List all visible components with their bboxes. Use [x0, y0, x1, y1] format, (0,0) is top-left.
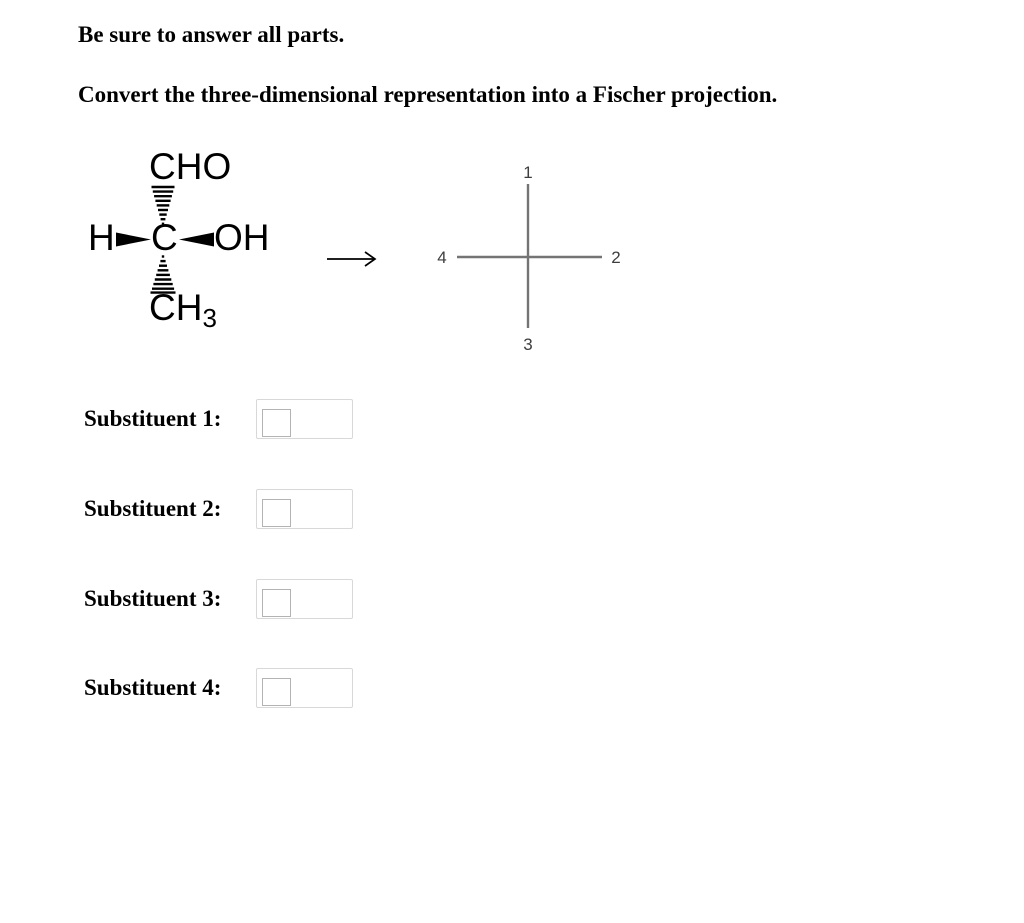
- fischer-position-1-label: 1: [523, 163, 533, 182]
- fischer-position-4-label: 4: [437, 248, 447, 267]
- bottom-group-base: CH: [149, 287, 203, 328]
- substituent-4-answer-box[interactable]: [256, 668, 353, 708]
- substituent-1-row: [84, 399, 353, 439]
- substituent-1-answer-blank[interactable]: [262, 409, 291, 437]
- question-text: Convert the three-dimensional representation into a Fischer projection.: [78, 82, 778, 107]
- bottom-group-subscript: 3: [202, 303, 217, 333]
- substituent-4-label: Substituent 4:: [84, 675, 222, 700]
- fischer-position-2-label: 2: [611, 248, 621, 267]
- fischer-projection-cross: [428, 158, 638, 358]
- top-group-label: CHO: [149, 146, 232, 187]
- substituent-1-answer-box[interactable]: [256, 399, 353, 439]
- substituent-4-answer-blank[interactable]: [262, 678, 291, 706]
- substituent-2-label: Substituent 2:: [84, 496, 222, 521]
- substituent-1-label: Substituent 1:: [84, 406, 222, 431]
- substituent-2-answer-blank[interactable]: [262, 499, 291, 527]
- bottom-group-label: [149, 287, 217, 333]
- substituent-2-row: [84, 489, 353, 529]
- substituent-3-answer-box[interactable]: [256, 579, 353, 619]
- substituent-4-row: [84, 668, 353, 708]
- solid-wedge-left-icon: [116, 233, 151, 247]
- right-group-label: OH: [214, 217, 270, 258]
- substituent-3-row: [84, 579, 353, 619]
- molecule-3d-structure: [85, 148, 295, 343]
- left-group-label: H: [88, 217, 115, 258]
- instruction-text: Be sure to answer all parts.: [78, 22, 345, 47]
- solid-wedge-right-icon: [179, 233, 214, 247]
- fischer-position-3-label: 3: [523, 335, 533, 354]
- substituent-2-answer-box[interactable]: [256, 489, 353, 529]
- substituent-3-answer-blank[interactable]: [262, 589, 291, 617]
- right-arrow-icon: [325, 247, 383, 271]
- center-atom-label: C: [151, 217, 178, 258]
- substituent-3-label: Substituent 3:: [84, 586, 222, 611]
